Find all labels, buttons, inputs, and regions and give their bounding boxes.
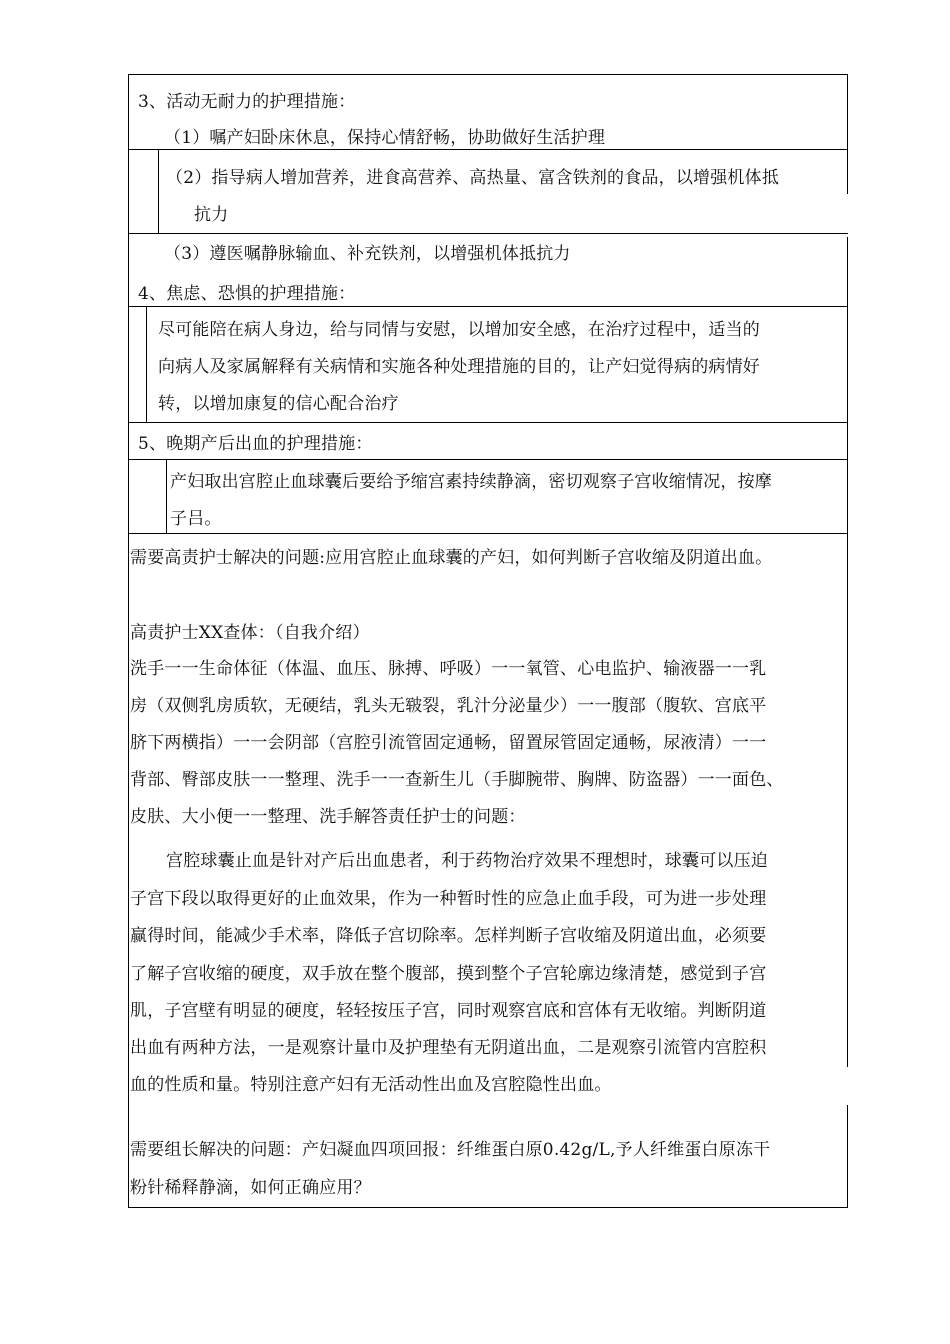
- row-rule: [128, 149, 848, 150]
- row-rule: [128, 306, 848, 307]
- exam-steps: 皮肤、大小便一一整理、洗手解答责任护士的问题：: [130, 807, 526, 827]
- exam-steps: 背部、臀部皮肤一一整理、洗手一一查新生儿（手脚腕带、胸牌、防盗器）一一面色、: [130, 770, 784, 790]
- measure-3-2-cont: 抗力: [194, 205, 229, 225]
- table-right-border: [847, 1105, 848, 1208]
- row-indent-border: [158, 149, 159, 233]
- row-rule: [128, 422, 848, 423]
- measure-3-2: （2）指导病人增加营养，进食高营养、高热量、富含铁剂的食品，以增强机体抵: [166, 168, 780, 188]
- row-indent-border: [166, 459, 167, 533]
- row-rule: [128, 459, 848, 460]
- answer-paragraph: 子宫下段以取得更好的止血效果，作为一种暂时性的应急止血手段，可为进一步处理: [130, 889, 767, 909]
- answer-paragraph: 宫腔球囊止血是针对产后出血患者，利于药物治疗效果不理想时，球囊可以压迫: [166, 851, 768, 871]
- section-4-heading: 4、焦虑、恐惧的护理措施：: [138, 284, 356, 304]
- table-right-border: [847, 237, 848, 1067]
- section-4-body: 转，以增加康复的信心配合治疗: [158, 394, 399, 414]
- row-indent-border: [146, 306, 147, 422]
- answer-paragraph: 肌，子宫壁有明显的硬度，轻轻按压子宫，同时观察宫底和宫体有无收缩。判断阴道: [130, 1001, 767, 1021]
- section-4-body: 向病人及家属解释有关病情和实施各种处理措施的目的，让产妇觉得病的病情好: [158, 357, 760, 377]
- section-5-body: 子吕。: [170, 509, 222, 529]
- row-rule: [128, 533, 848, 534]
- table-top-rule: [128, 74, 848, 75]
- section-5-heading: 5、晚期产后出血的护理措施：: [138, 434, 373, 454]
- section-5-body: 产妇取出宫腔止血球囊后要给予缩宫素持续静滴，密切观察子宫收缩情况，按摩: [170, 472, 772, 492]
- leader-question: 需要组长解决的问题：产妇凝血四项回报：纤维蛋白原0.42g/L,予人纤维蛋白原冻干: [130, 1140, 771, 1160]
- answer-paragraph: 出血有两种方法，一是观察计量巾及护理垫有无阴道出血，二是观察引流管内宫腔积: [130, 1038, 767, 1058]
- table-left-border: [128, 74, 129, 1208]
- exam-steps: 脐下两横指）一一会阴部（宫腔引流管固定通畅，留置尿管固定通畅，尿液清）一一: [130, 733, 767, 753]
- answer-paragraph: 血的性质和量。特别注意产妇有无活动性出血及宫腔隐性出血。: [130, 1075, 612, 1095]
- exam-steps: 洗手一一生命体征（体温、血压、脉搏、呼吸）一一氧管、心电监护、输液器一一乳: [130, 659, 767, 679]
- nurse-question: 需要高责护士解决的问题:应用宫腔止血球囊的产妇，如何判断子宫收缩及阴道出血。: [130, 548, 773, 568]
- row-rule: [128, 233, 848, 234]
- section-3-heading: 3、活动无耐力的护理措施：: [138, 92, 356, 112]
- section-4-body: 尽可能陪在病人身边，给与同情与安慰，以增加安全感，在治疗过程中，适当的: [158, 320, 760, 340]
- exam-steps: 房（双侧乳房质软，无硬结，乳头无皲裂，乳汁分泌量少）一一腹部（腹软、宫底平: [130, 696, 767, 716]
- table-bottom-rule: [128, 1207, 848, 1208]
- answer-paragraph: 赢得时间，能减少手术率，降低子宫切除率。怎样判断子宫收缩及阴道出血，必须要: [130, 926, 767, 946]
- table-right-border: [847, 74, 848, 194]
- measure-3-3: （3）遵医嘱静脉输血、补充铁剂，以增强机体抵抗力: [164, 244, 571, 264]
- answer-paragraph: 了解子宫收缩的硬度，双手放在整个腹部，摸到整个子宫轮廓边缘清楚，感觉到子宫: [130, 964, 767, 984]
- exam-heading: 高责护士XX查体：（自我介绍）: [130, 623, 370, 643]
- leader-question: 粉针稀释静滴，如何正确应用？: [130, 1178, 371, 1198]
- measure-3-1: （1）嘱产妇卧床休息，保持心情舒畅，协助做好生活护理: [164, 128, 606, 148]
